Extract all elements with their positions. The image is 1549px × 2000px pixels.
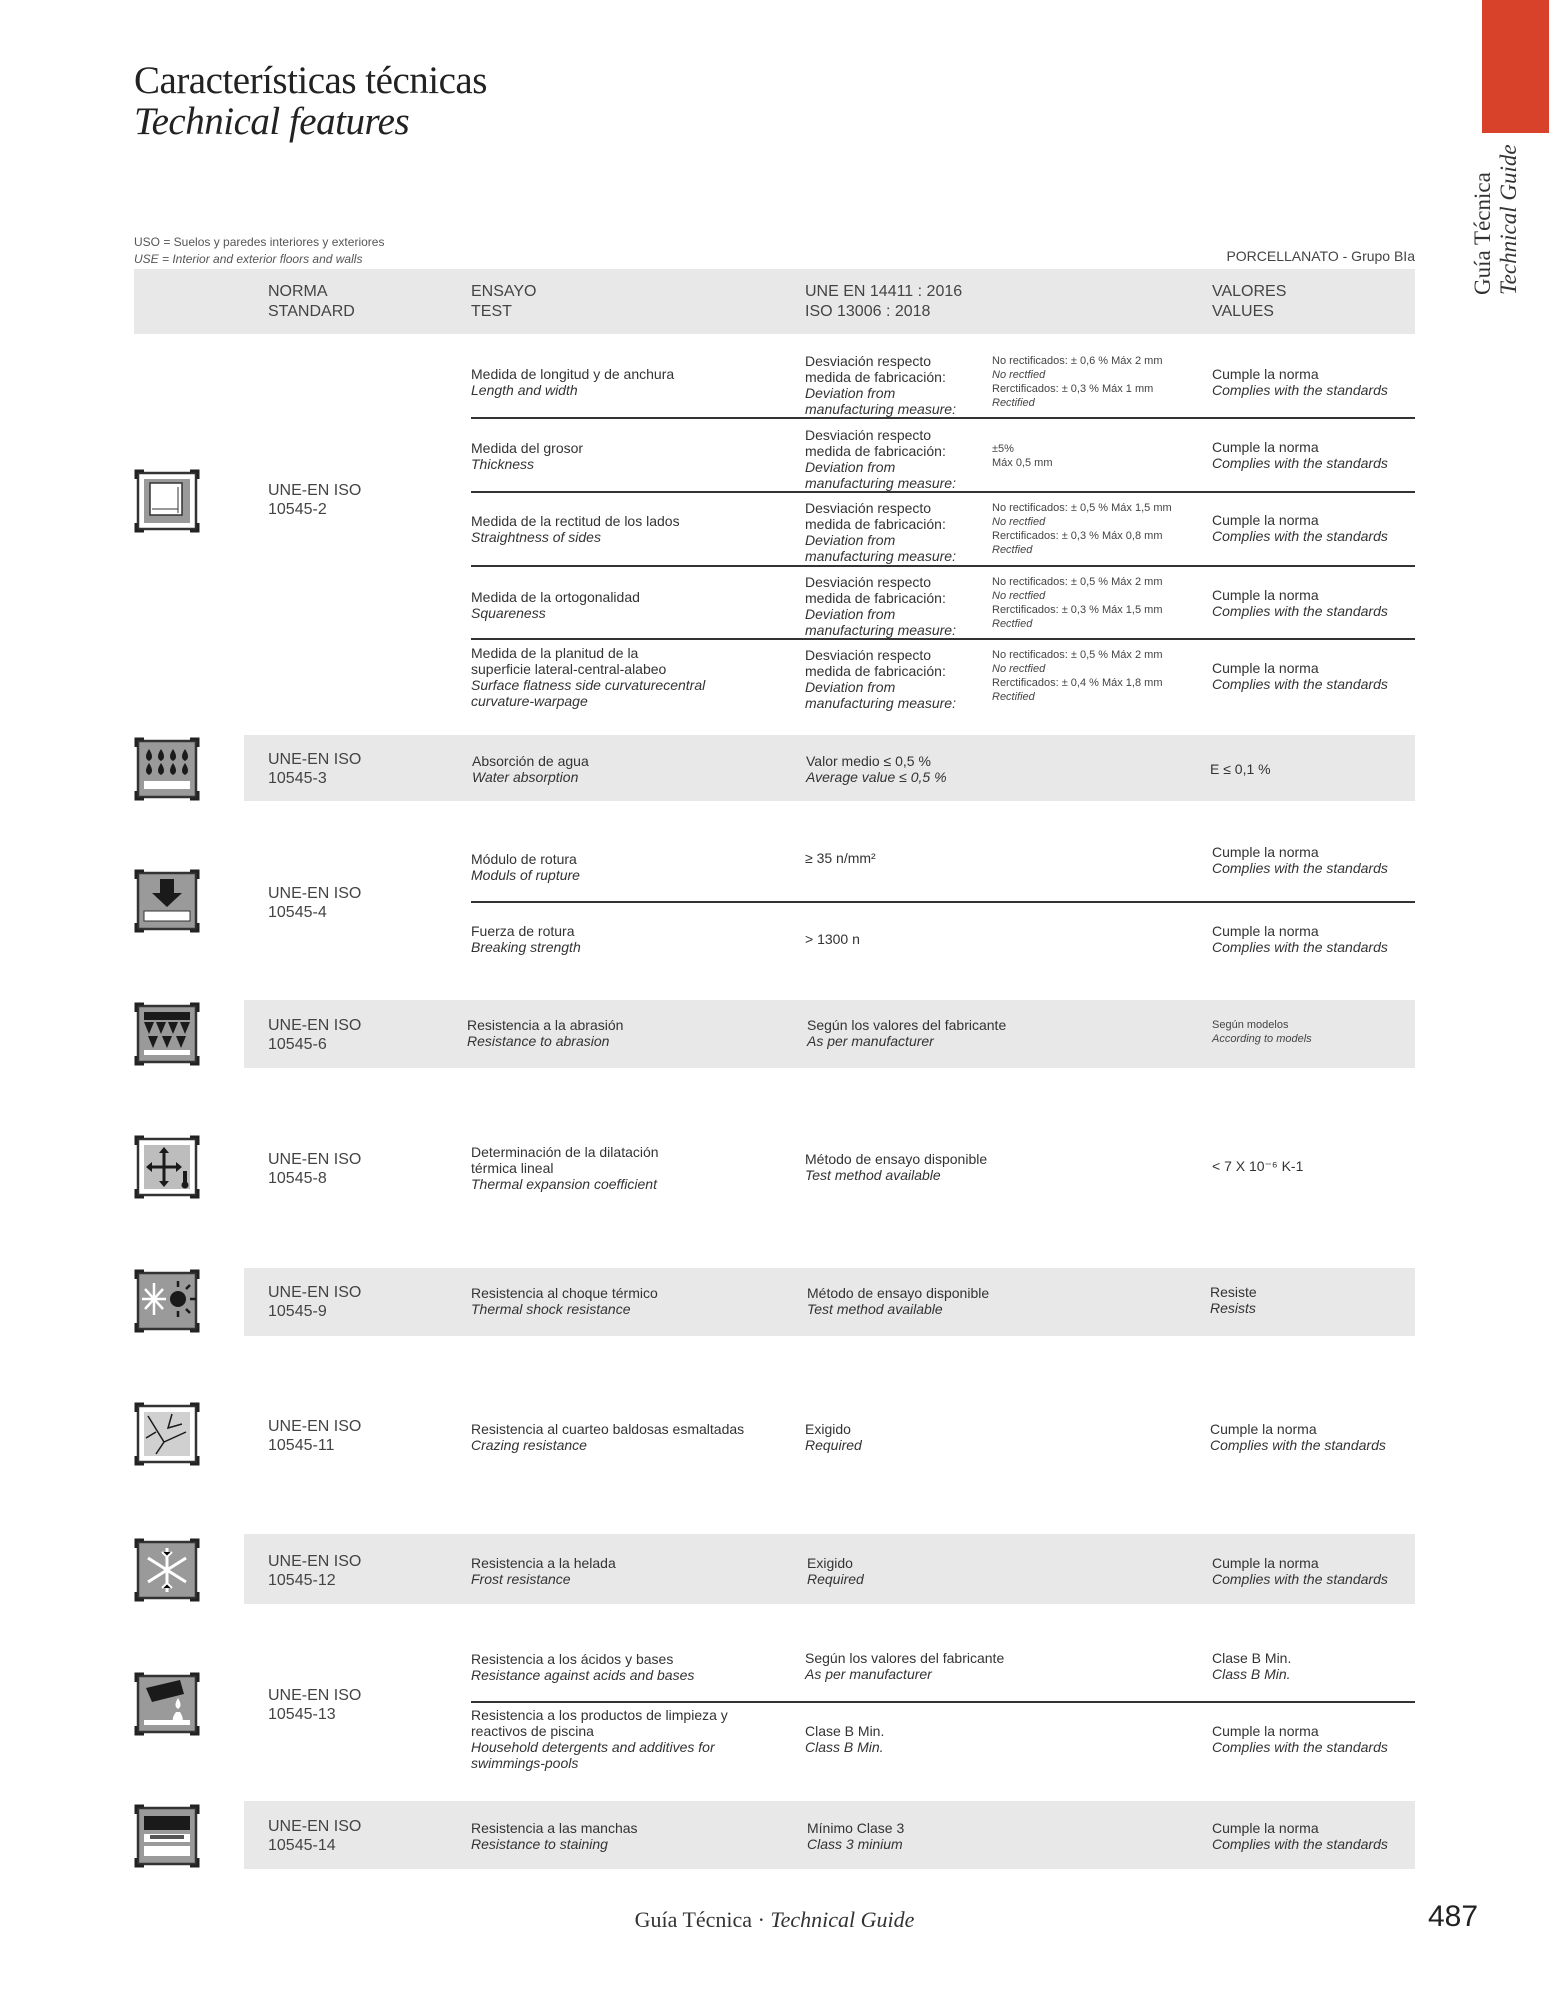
standard-prefix: UNE-EN ISO [268,1151,362,1168]
test-crazing [471,1421,744,1453]
req-en: Average value ≤ 0,5 % [806,769,947,785]
header-iso: ISO 13006 : 2018 [805,303,931,320]
req-es: Exigido [805,1421,851,1437]
header-requirement [805,282,962,322]
value-en: Complies with the standards [1212,860,1388,876]
tolerance [992,501,1172,557]
dev-en2: manufacturing measure: [805,622,956,638]
standard-prefix: UNE-EN ISO [268,1687,362,1704]
tol3: Rerctificados: ± 0,4 % Máx 1,8 mm [992,677,1163,689]
dev-es1: Desviación respecto [805,427,932,443]
table-header [134,269,1415,334]
side-label [1470,145,1530,295]
page-subtitle: Technical features [134,100,410,143]
standard-10545-11 [268,1417,361,1455]
section-tab [1482,0,1549,133]
deviation-label [805,500,956,564]
test-es: Medida del grosor [471,440,584,456]
test-en: Thermal shock resistance [471,1301,631,1317]
test-es: Resistencia al choque térmico [471,1285,658,1301]
standard-number: 10545-3 [268,770,327,787]
value-es: Cumple la norma [1212,439,1319,455]
test-en: Moduls of rupture [471,867,580,883]
test-water-absorption [472,753,589,785]
requirement [805,1421,862,1453]
tol3: Rerctificados: ± 0,3 % Máx 1 mm [992,383,1154,395]
value-complies [1212,923,1388,955]
row-divider [471,901,1415,903]
standard-10545-3 [268,750,361,788]
standard-prefix: UNE-EN ISO [268,482,362,499]
page-title: Características técnicas [134,59,487,102]
test-es: Medida de la ortogonalidad [471,589,640,605]
tolerance [992,575,1162,631]
thermal-expansion-icon [134,1135,200,1199]
test-rupture-modulus [471,851,580,883]
standard-prefix: UNE-EN ISO [268,1284,362,1301]
test-detergents [471,1707,728,1771]
test-en2: curvature-warpage [471,693,588,709]
value [1212,1018,1312,1046]
requirement [807,1285,989,1317]
header-test [471,282,537,322]
req-en: Class B Min. [805,1739,884,1755]
requirement [805,1151,987,1183]
req-es: Clase B Min. [805,1723,885,1739]
value-es: Cumple la norma [1212,923,1319,939]
req-es: Según los valores del fabricante [805,1650,1005,1666]
standard-number: 10545-4 [268,904,327,921]
test-en: Breaking strength [471,939,581,955]
standard-10545-2 [268,481,361,519]
dev-en1: Deviation from [805,459,896,475]
test-en: Thermal expansion coefficient [471,1176,657,1192]
breaking-force-icon [134,869,200,933]
dev-es2: medida de fabricación: [805,443,946,459]
test-frost [471,1555,616,1587]
value-es: Cumple la norma [1212,512,1319,528]
standard-prefix: UNE-EN ISO [268,751,362,768]
standard-10545-9 [268,1283,361,1321]
test-straightness [471,513,680,545]
test-es: Medida de longitud y de anchura [471,366,675,382]
tol2: Máx 0,5 mm [992,457,1053,469]
header-une: UNE EN 14411 : 2016 [805,283,963,300]
tol4: Rectified [992,691,1035,703]
dev-es1: Desviación respecto [805,353,932,369]
req-en: As per manufacturer [807,1033,934,1049]
value-en: Complies with the standards [1212,1571,1388,1587]
deviation-label [805,574,956,638]
standard-prefix: UNE-EN ISO [268,1017,362,1034]
req-en: Required [807,1571,864,1587]
test-es: Resistencia a la helada [471,1555,616,1571]
dev-es2: medida de fabricación: [805,369,946,385]
req-es: Método de ensayo disponible [807,1285,990,1301]
value-en: Complies with the standards [1212,939,1388,955]
header-standard-en: STANDARD [268,303,355,320]
requirement: ≥ 35 n/mm² [805,850,876,866]
dev-en2: manufacturing measure: [805,401,956,417]
page-number: 487 [1428,1900,1479,1933]
standard-number: 10545-6 [268,1036,327,1053]
value-complies [1212,439,1388,471]
req-en: Class 3 minium [807,1836,903,1852]
header-standard [268,282,355,322]
test-thermal-expansion [471,1144,659,1192]
dev-en2: manufacturing measure: [805,548,956,564]
requirement [807,1555,864,1587]
test-en: Crazing resistance [471,1437,587,1453]
test-es2: superficie lateral-central-alabeo [471,661,667,677]
test-es1: Determinación de la dilatación [471,1144,659,1160]
value-es: Cumple la norma [1212,1555,1319,1571]
dev-en1: Deviation from [805,532,896,548]
value-complies [1212,1555,1388,1587]
value-en: Complies with the standards [1212,1739,1388,1755]
req-en: Required [805,1437,862,1453]
requirement [807,1017,1006,1049]
tol1: No rectificados: ± 0,5 % Máx 2 mm [992,649,1163,661]
test-en: Thickness [471,456,535,472]
standard-number: 10545-14 [268,1837,336,1854]
row-divider [471,565,1415,567]
value-es: Resiste [1210,1284,1257,1300]
thermal-shock-icon [134,1269,200,1333]
value-en: Resists [1210,1300,1256,1316]
test-staining [471,1820,638,1852]
test-acids-bases [471,1651,694,1683]
value-complies [1212,366,1388,398]
test-en: Length and width [471,382,578,398]
value-en: Class B Min. [1212,1666,1291,1682]
standard-10545-12 [268,1552,361,1590]
deviation-label [805,353,956,417]
dev-en2: manufacturing measure: [805,695,956,711]
dev-en1: Deviation from [805,385,896,401]
tol1: No rectificados: ± 0,5 % Máx 2 mm [992,576,1163,588]
req-es: Según los valores del fabricante [807,1017,1007,1033]
test-abrasion [467,1017,623,1049]
standard-number: 10545-11 [268,1437,335,1454]
standard-10545-13 [268,1686,361,1724]
test-es: Resistencia a los ácidos y bases [471,1651,674,1667]
tolerance [992,354,1162,410]
test-es2: reactivos de piscina [471,1723,594,1739]
deviation-label [805,647,956,711]
value-es: Según modelos [1212,1019,1289,1031]
test-es: Resistencia al cuarteo baldosas esmaltadas [471,1421,745,1437]
standard-prefix: UNE-EN ISO [268,885,362,902]
deviation-label [805,427,956,491]
test-squareness [471,589,640,621]
value-en: Complies with the standards [1212,1836,1388,1852]
row-divider [471,1701,1415,1703]
req-en: As per manufacturer [805,1666,932,1682]
tol3: Rerctificados: ± 0,3 % Máx 0,8 mm [992,530,1163,542]
header-values [1212,282,1286,322]
requirement [806,753,947,785]
req-es: Exigido [807,1555,853,1571]
row-divider [471,417,1415,419]
standard-prefix: UNE-EN ISO [268,1818,362,1835]
standard-number: 10545-8 [268,1170,327,1187]
test-es: Resistencia a la abrasión [467,1017,624,1033]
standard-10545-4 [268,884,361,922]
dev-en1: Deviation from [805,606,896,622]
standard-10545-8 [268,1150,361,1188]
value-en: Complies with the standards [1212,455,1388,471]
header-valores: VALORES [1212,283,1287,300]
tol1: ±5% [992,443,1014,455]
req-es: Mínimo Clase 3 [807,1820,905,1836]
test-es: Absorción de agua [472,753,589,769]
standard-number: 10545-13 [268,1706,336,1723]
standard-number: 10545-9 [268,1303,327,1320]
test-en: Resistance to staining [471,1836,608,1852]
dev-es1: Desviación respecto [805,574,932,590]
standard-10545-6 [268,1016,361,1054]
value-es: Cumple la norma [1212,1820,1319,1836]
requirement [805,1723,884,1755]
dev-es2: medida de fabricación: [805,516,946,532]
dev-es2: medida de fabricación: [805,590,946,606]
value-en: Complies with the standards [1212,603,1388,619]
test-es1: Medida de la planitud de la [471,645,639,661]
value-es: Clase B Min. [1212,1650,1292,1666]
test-es: Resistencia a las manchas [471,1820,638,1836]
test-en: Water absorption [472,769,579,785]
test-flatness [471,645,705,709]
test-en: Straightness of sides [471,529,601,545]
test-length-width [471,366,674,398]
test-en: Resistance against acids and bases [471,1667,695,1683]
dimension-icon [134,469,200,533]
header-ensayo: ENSAYO [471,283,537,300]
side-label-es: Guía Técnica [1470,172,1495,295]
requirement [805,1650,1004,1682]
value-complies [1212,844,1388,876]
req-es: Valor medio ≤ 0,5 % [806,753,931,769]
value [1212,1650,1291,1682]
standard-number: 10545-12 [268,1572,336,1589]
standard-number: 10545-2 [268,501,327,518]
value-complies [1212,1723,1388,1755]
tol2: No rectfied [992,663,1046,675]
value-es: Cumple la norma [1210,1421,1317,1437]
requirement [807,1820,904,1852]
value-es: Cumple la norma [1212,660,1319,676]
value: < 7 X 10⁻⁶ K-1 [1212,1158,1304,1174]
tol4: Rectfied [992,544,1033,556]
dev-es1: Desviación respecto [805,647,932,663]
test-thickness [471,440,583,472]
value-es: Cumple la norma [1212,1723,1319,1739]
header-norma: NORMA [268,283,328,300]
value-en: According to models [1212,1033,1312,1045]
tol1: No rectificados: ± 0,6 % Máx 2 mm [992,355,1163,367]
standard-10545-14 [268,1817,361,1855]
tolerance [992,648,1162,704]
footer-en: Technical Guide [770,1907,915,1932]
dev-es1: Desviación respecto [805,500,932,516]
row-divider [471,491,1415,493]
test-en1: Household detergents and additives for [471,1739,715,1755]
test-es: Fuerza de rotura [471,923,575,939]
dev-en2: manufacturing measure: [805,475,956,491]
row-divider [471,638,1415,640]
chemical-resistance-icon [134,1672,200,1736]
material-label: PORCELLANATO - Grupo BIa [1226,248,1415,264]
tol2: No rectfied [992,369,1046,381]
value: E ≤ 0,1 % [1210,761,1271,777]
use-note-es: USO = Suelos y paredes interiores y exteriores [134,235,385,249]
test-en: Frost resistance [471,1571,571,1587]
use-note [134,234,384,268]
value-es: Cumple la norma [1212,587,1319,603]
tol2: No rectfied [992,516,1046,528]
value [1210,1284,1257,1316]
test-es: Módulo de rotura [471,851,577,867]
standard-prefix: UNE-EN ISO [268,1553,362,1570]
water-drops-icon [134,737,200,801]
test-en: Resistance to abrasion [467,1033,610,1049]
stain-icon [134,1804,200,1868]
value-en: Complies with the standards [1210,1437,1386,1453]
value-complies [1212,512,1388,544]
test-es2: térmica lineal [471,1160,554,1176]
test-thermal-shock [471,1285,658,1317]
value-complies [1212,587,1388,619]
value-en: Complies with the standards [1212,382,1388,398]
test-breaking-strength [471,923,581,955]
snowflake-icon [134,1538,200,1602]
test-en2: swimmings-pools [471,1755,579,1771]
test-en1: Surface flatness side curvaturecentral [471,677,706,693]
requirement: > 1300 n [805,931,860,947]
value-complies [1210,1421,1386,1453]
test-es1: Resistencia a los productos de limpieza y [471,1707,728,1723]
tol4: Rectfied [992,618,1033,630]
tol3: Rerctificados: ± 0,3 % Máx 1,5 mm [992,604,1163,616]
standard-prefix: UNE-EN ISO [268,1418,362,1435]
tol1: No rectificados: ± 0,5 % Máx 1,5 mm [992,502,1172,514]
dev-en1: Deviation from [805,679,896,695]
value-complies [1212,660,1388,692]
test-en: Squareness [471,605,546,621]
crazing-icon [134,1402,200,1466]
header-test-en: TEST [471,303,512,320]
use-note-en: USE = Interior and exterior floors and walls [134,252,363,266]
test-es: Medida de la rectitud de los lados [471,513,680,529]
dev-es2: medida de fabricación: [805,663,946,679]
page-footer [0,1907,1549,1933]
tol2: No rectfied [992,590,1046,602]
header-values-en: VALUES [1212,303,1274,320]
footer-es: Guía Técnica · [634,1907,771,1932]
abrasion-icon [134,1002,200,1066]
tol4: Rectified [992,397,1035,409]
req-es: Método de ensayo disponible [805,1151,988,1167]
req-en: Test method available [807,1301,943,1317]
req-en: Test method available [805,1167,941,1183]
value-en: Complies with the standards [1212,676,1388,692]
tolerance [992,442,1053,470]
value-complies [1212,1820,1388,1852]
value-es: Cumple la norma [1212,844,1319,860]
side-label-en: Technical Guide [1496,144,1521,295]
value-es: Cumple la norma [1212,366,1319,382]
value-en: Complies with the standards [1212,528,1388,544]
